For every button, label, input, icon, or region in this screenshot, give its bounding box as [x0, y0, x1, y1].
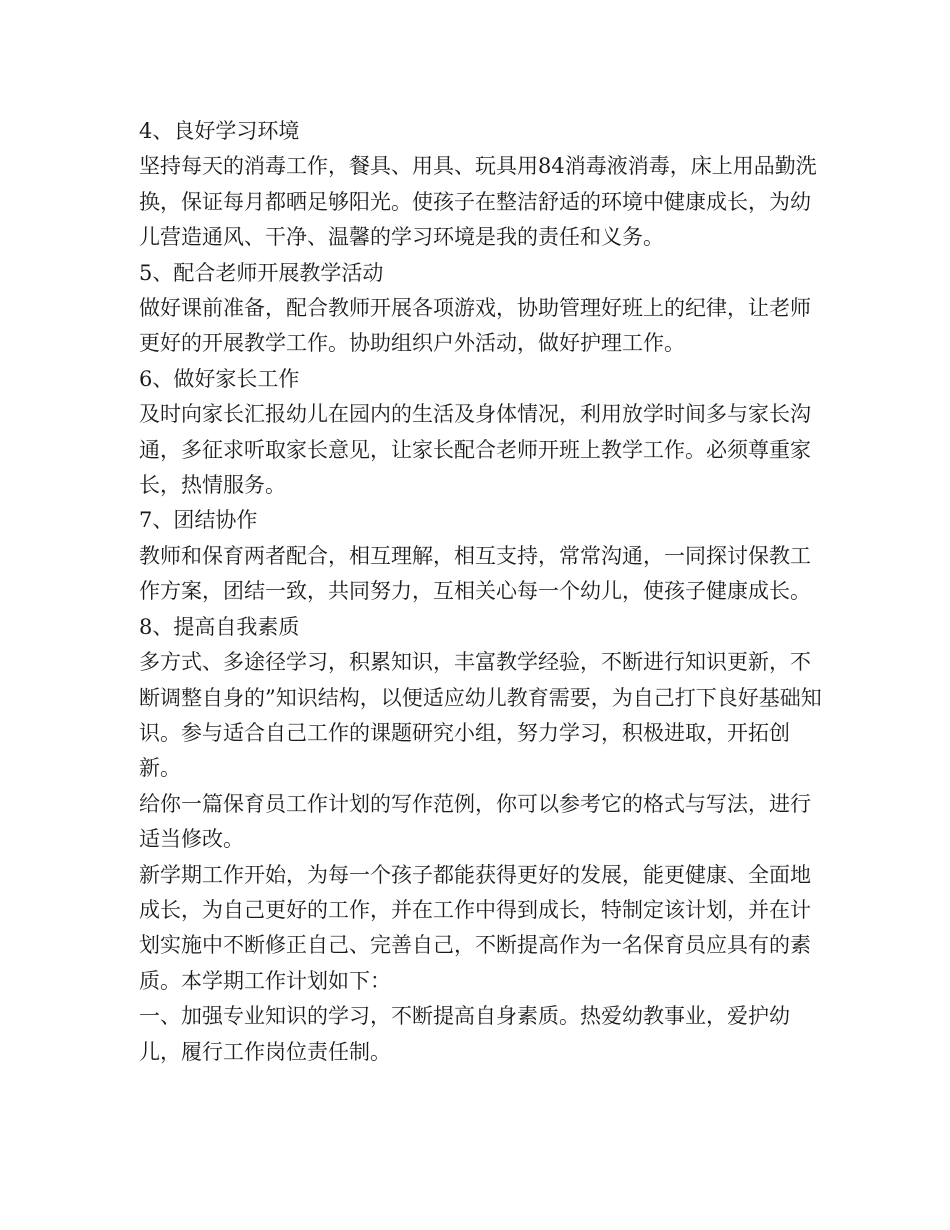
- paragraph-teamwork: 教师和保育两者配合，相互理解，相互支持，常常沟通，一同探讨保教工作方案，团结一致，共同努力，互相关心每一个幼儿，使孩子健康成长。: [139, 543, 811, 604]
- paragraph-item-one: 一、加强专业知识的学习，不断提高自身素质。热爱幼教事业，爱护幼儿，履行工作岗位责任制。: [139, 1004, 790, 1064]
- section-heading-4: 4、良好学习环境: [139, 119, 300, 143]
- paragraph-self-improvement: 多方式、多途径学习，积累知识，丰富教学经验，不断进行知识更新，不断调整自身的”知识结构，以便适应幼儿教育需要，为自己打下良好基础知识。参与适合自己工作的课题研究小组，努力学习，积极进取，开拓创新。: [139, 650, 822, 781]
- section-heading-8: 8、提高自我素质: [139, 614, 300, 639]
- paragraph-intro-example: 给你一篇保育员工作计划的写作范例，你可以参考它的格式与写法，进行适当修改。: [139, 791, 811, 852]
- paragraph-environment: 坚持每天的消毒工作，餐具、用具、玩具用84消毒液消毒，床上用品勤洗换，保证每月都晒足够阳光。使孩子在整洁舒适的环境中健康成长，为幼儿营造通风、干净、温馨的学习环境是我的责任和义务。: [139, 154, 817, 250]
- paragraph-new-semester: 新学期工作开始，为每一个孩子都能获得更好的发展，能更健康、全面地成长，为自己更好的工作，并在工作中得到成长，特制定该计划，并在计划实施中不断修正自己、完善自己，不断提高作为一名保育员应具有的素质。本学期工作计划如下：: [139, 862, 811, 993]
- section-heading-6: 6、做好家长工作: [139, 366, 300, 391]
- section-heading-7: 7、团结协作: [139, 508, 258, 533]
- paragraph-teaching: 做好课前准备，配合教师开展各项游戏，协助管理好班上的纪律，让老师更好的开展教学工作。协助组织户外活动，做好护理工作。: [139, 296, 811, 356]
- document-body: [139, 114, 829, 1070]
- paragraph-parents: 及时向家长汇报幼儿在园内的生活及身体情况，利用放学时间多与家长沟通，多征求听取家长意见，让家长配合老师开班上教学工作。必须尊重家长，热情服务。: [139, 402, 811, 498]
- section-heading-5: 5、配合老师开展教学活动: [139, 260, 384, 285]
